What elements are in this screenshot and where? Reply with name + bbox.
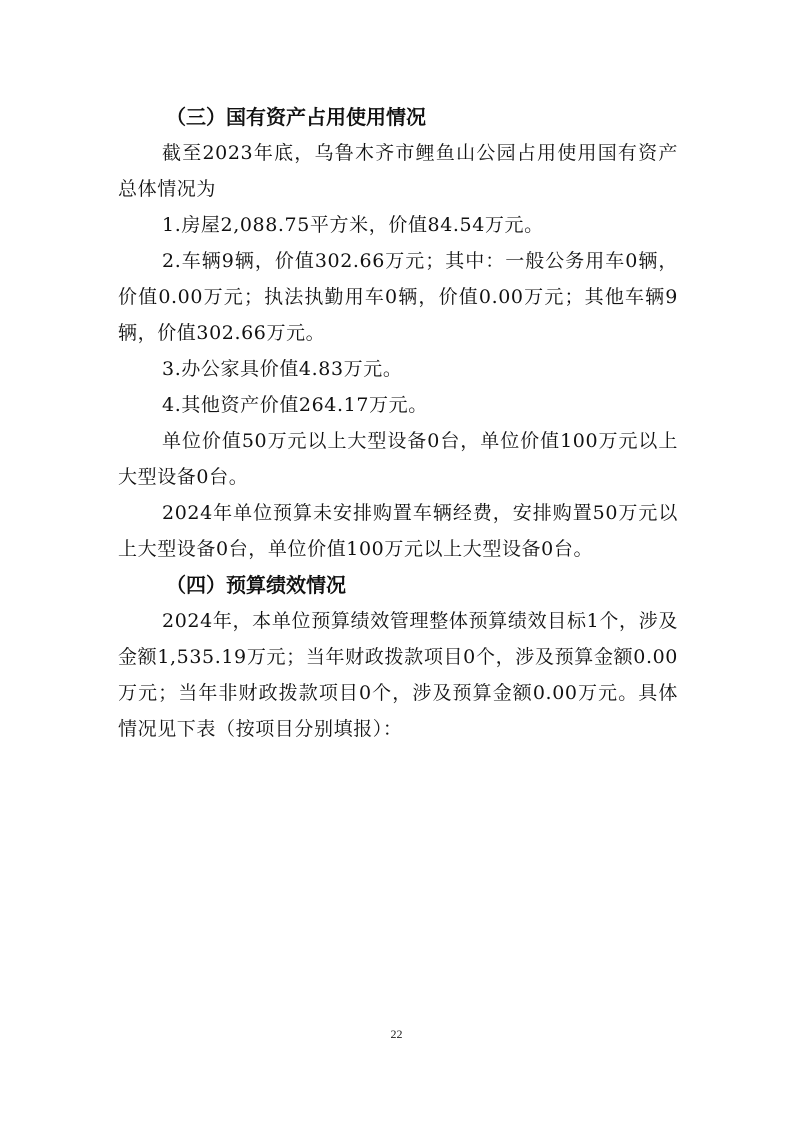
paragraph-purchase-plan: 2024年单位预算未安排购置车辆经费，安排购置50万元以上大型设备0台，单位价值100万元以上大型设备0台。: [118, 502, 678, 560]
paragraph-other-assets: 4.其他资产价值264.17万元。: [162, 394, 428, 416]
paragraph-office-furniture: 3.办公家具价值4.83万元。: [162, 358, 403, 380]
paragraph-asset-overview: 截至2023年底，乌鲁木齐市鲤鱼山公园占用使用国有资产总体情况为: [118, 142, 678, 200]
paragraph-large-equipment: 单位价值50万元以上大型设备0台，单位价值100万元以上大型设备0台。: [118, 430, 678, 488]
paragraph-vehicles: 2.车辆9辆，价值302.66万元；其中：一般公务用车0辆，价值0.00万元；执法执勤用车0辆，价值0.00万元；其他车辆9辆，价值302.66万元。: [118, 250, 678, 344]
section-heading-state-assets: （三）国有资产占用使用情况: [166, 105, 426, 129]
paragraph-performance-summary: 2024年，本单位预算绩效管理整体预算绩效目标1个，涉及金额1,535.19万元；当年财政拨款项目0个，涉及预算金额0.00万元；当年非财政拨款项目0个，涉及预算金额0.00万元。具体情况见下表（按项目分别填报）：: [118, 610, 678, 740]
page-content: [118, 99, 678, 747]
section-heading-performance: （四）预算绩效情况: [166, 573, 346, 597]
page-number: 22: [390, 1027, 403, 1041]
paragraph-housing: 1.房屋2,088.75平方米，价值84.54万元。: [162, 214, 544, 236]
